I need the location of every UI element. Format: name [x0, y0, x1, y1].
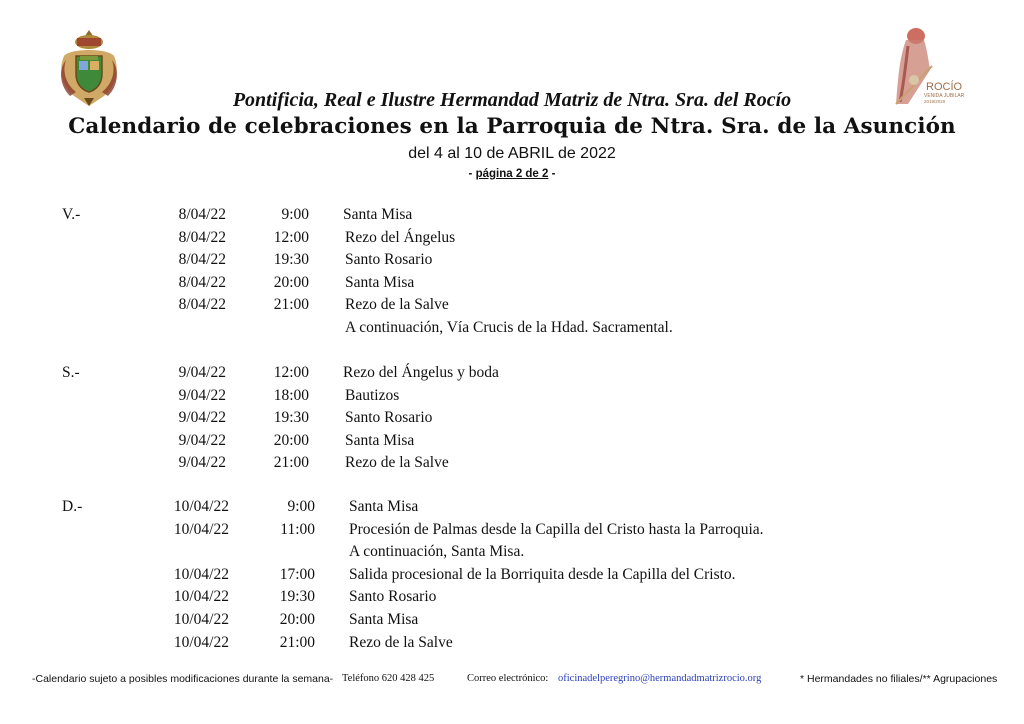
- entry-description: Rezo de la Salve: [345, 296, 449, 314]
- page-prefix: -: [468, 168, 476, 180]
- page-suffix: -: [548, 168, 556, 180]
- footer-phone: Teléfono 620 428 425: [342, 673, 435, 684]
- schedule-row: [0, 206, 1024, 228]
- entry-time: 9:00: [281, 206, 309, 223]
- entry-description: Santa Misa: [349, 611, 419, 628]
- page-indicator: [0, 168, 1024, 180]
- entry-time: 20:00: [273, 273, 309, 291]
- footer-disclaimer: -Calendario sujeto a posibles modificaciones durante la semana-: [32, 673, 334, 685]
- schedule-row: [0, 543, 1024, 565]
- schedule-row: [0, 251, 1024, 273]
- entry-time: 19:30: [273, 409, 309, 427]
- entry-time: 19:30: [273, 251, 309, 269]
- footer-note: * Hermandades no filiales/** Agrupaciones: [800, 673, 998, 685]
- entry-description: Santo Rosario: [345, 251, 433, 269]
- page-title: Calendario de celebraciones en la Parroquia de Ntra. Sra. de la Asunción: [68, 114, 956, 139]
- entry-description: Santa Misa: [349, 498, 419, 515]
- entry-description: Rezo del Ángelus y boda: [343, 364, 499, 381]
- schedule-row: [0, 229, 1024, 251]
- entry-time: 21:00: [273, 296, 309, 314]
- entry-description: Santa Misa: [343, 206, 413, 223]
- entry-date: 9/04/22: [178, 454, 226, 472]
- schedule-row: [0, 364, 1024, 386]
- entry-time: 9:00: [287, 498, 315, 515]
- entry-description: Santo Rosario: [349, 588, 437, 606]
- schedule-row: [0, 274, 1024, 296]
- entry-description: A continuación, Santa Misa.: [349, 543, 525, 561]
- entry-date: 9/04/22: [178, 364, 226, 381]
- entry-date: 9/04/22: [178, 386, 226, 404]
- entry-date: 8/04/22: [178, 296, 226, 314]
- entry-description: Rezo de la Salve: [345, 454, 449, 472]
- schedule-row: [0, 521, 1024, 543]
- entry-description: Procesión de Palmas desde la Capilla del Cristo hasta la Parroquia.: [349, 520, 764, 538]
- entry-description: Santa Misa: [345, 273, 415, 291]
- schedule-row: [0, 409, 1024, 431]
- day-label: S.-: [62, 364, 80, 381]
- entry-time: 20:00: [279, 611, 315, 628]
- entry-date: 9/04/22: [178, 409, 226, 427]
- entry-description: Salida procesional de la Borriquita desde la Capilla del Cristo.: [349, 565, 736, 583]
- entry-date: 9/04/22: [178, 431, 226, 449]
- entry-date: 8/04/22: [178, 228, 226, 246]
- entry-description: Santa Misa: [345, 431, 415, 449]
- entry-time: 12:00: [273, 228, 309, 246]
- date-range: del 4 al 10 de ABRIL de 2022: [408, 145, 616, 162]
- entry-date: 10/04/22: [173, 565, 229, 583]
- logo-subtext: VENIDA JUBILAR: [924, 93, 965, 99]
- entry-description: Rezo de la Salve: [349, 633, 453, 651]
- entry-time: 19:30: [279, 588, 315, 606]
- brotherhood-name: Pontificia, Real e Ilustre Hermandad Matriz de Ntra. Sra. del Rocío: [232, 89, 792, 111]
- entry-time: 21:00: [279, 633, 315, 651]
- schedule-row: [0, 498, 1024, 520]
- footer-email-label: Correo electrónico:: [467, 673, 549, 684]
- schedule-row: [0, 634, 1024, 656]
- logo-years: 2019/2020: [924, 99, 946, 104]
- schedule-row: [0, 454, 1024, 476]
- entry-date: 10/04/22: [173, 520, 229, 538]
- page-label: página 2 de 2: [475, 168, 549, 180]
- entry-time: 18:00: [273, 386, 309, 404]
- entry-description: Santo Rosario: [345, 409, 433, 427]
- day-label: V.-: [62, 206, 81, 223]
- schedule-row: [0, 432, 1024, 454]
- entry-date: 10/04/22: [173, 498, 229, 515]
- entry-description: Rezo del Ángelus: [345, 228, 456, 246]
- logo-text: ROCÍO: [926, 81, 963, 93]
- schedule-row: [0, 387, 1024, 409]
- entry-time: 20:00: [273, 431, 309, 449]
- schedule-row: [0, 319, 1024, 341]
- entry-time: 12:00: [273, 364, 309, 381]
- entry-time: 17:00: [279, 565, 315, 583]
- entry-date: 10/04/22: [173, 588, 229, 606]
- day-label: D.-: [62, 498, 83, 515]
- footer-email-link[interactable]: oficinadelperegrino@hermandadmatrizrocio.org: [558, 673, 762, 684]
- entry-date: 10/04/22: [173, 611, 229, 628]
- schedule-row: [0, 611, 1024, 633]
- entry-date: 8/04/22: [178, 251, 226, 269]
- entry-description: Bautizos: [345, 386, 400, 404]
- entry-time: 21:00: [273, 454, 309, 472]
- schedule-row: [0, 566, 1024, 588]
- entry-description: A continuación, Vía Crucis de la Hdad. Sacramental.: [345, 319, 673, 336]
- schedule-row: [0, 588, 1024, 610]
- entry-time: 11:00: [280, 520, 315, 538]
- entry-date: 8/04/22: [178, 273, 226, 291]
- schedule-row: [0, 296, 1024, 318]
- entry-date: 8/04/22: [178, 206, 226, 223]
- entry-date: 10/04/22: [173, 633, 229, 651]
